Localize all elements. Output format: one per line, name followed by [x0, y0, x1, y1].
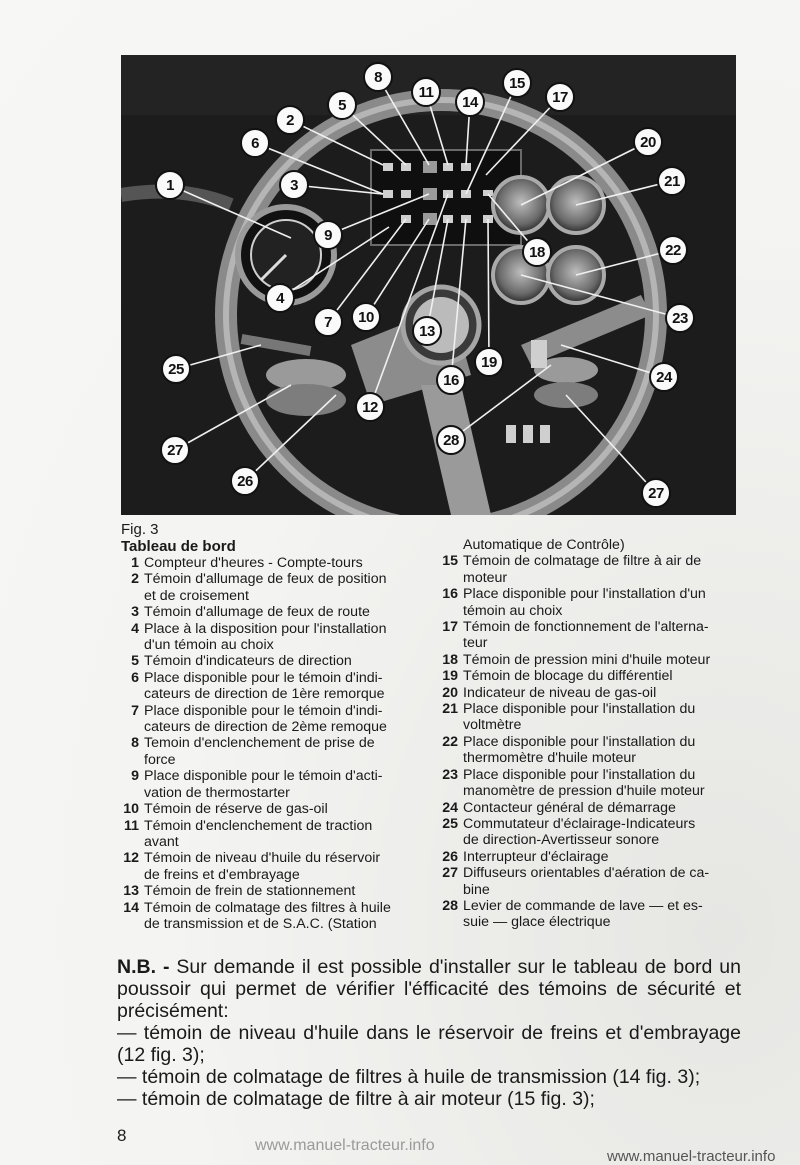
legend-text: Témoin d'allumage de feux de position: [144, 571, 387, 588]
legend-text: Place disponible pour l'installation du: [463, 701, 696, 718]
legend-number: 10: [123, 801, 139, 818]
legend-number: 13: [123, 883, 139, 900]
legend-item: [121, 604, 451, 620]
legend-continuation: Automatique de Contrôle): [463, 537, 625, 553]
callout-marker: 22: [658, 235, 688, 265]
legend-item: [121, 670, 451, 686]
legend-number: 22: [442, 733, 458, 750]
legend-item: [440, 767, 770, 783]
legend-text-continued: de direction-Avertisseur sonore: [463, 832, 660, 849]
callout-marker: 16: [436, 365, 466, 395]
legend-item: [121, 818, 451, 834]
callout-marker: 13: [412, 316, 442, 346]
legend-number: 12: [123, 850, 139, 867]
legend-item: [121, 571, 451, 587]
legend-text: Place disponible pour le témoin d'indi-: [144, 702, 383, 719]
legend-item: [440, 586, 770, 602]
legend-item: [121, 801, 451, 817]
legend-text-continued: d'un témoin au choix: [144, 637, 274, 654]
legend-number: 5: [131, 653, 139, 670]
callout-marker: 27: [641, 478, 671, 508]
legend-text: Témoin de blocage du différentiel: [463, 668, 673, 685]
legend-item: [121, 555, 451, 571]
legend-text: Témoin d'allumage de feux de route: [144, 604, 370, 621]
legend-item: [121, 850, 451, 866]
figure-label: Fig. 3: [121, 521, 159, 538]
legend-item: [121, 621, 451, 637]
legend-text: Place disponible pour l'installation du: [463, 733, 696, 750]
legend-text: Témoin de colmatage de filtre à air de: [463, 553, 702, 570]
legend-text-continued: moteur: [463, 569, 508, 586]
legend-number: 17: [442, 619, 458, 636]
legend-text: Place à la disposition pour l'installation: [144, 620, 387, 637]
note-item: — témoin de colmatage de filtres à huile de transmission (14 fig. 3);: [117, 1066, 701, 1088]
legend-number: 7: [131, 702, 139, 719]
callout-marker: 18: [522, 237, 552, 267]
legend-item: [121, 735, 451, 751]
callout-marker: 5: [327, 90, 357, 120]
legend-number: 18: [442, 651, 458, 668]
callout-marker: 15: [502, 68, 532, 98]
legend-item: [440, 668, 770, 684]
callout-marker: 25: [161, 354, 191, 384]
legend-item: [440, 898, 770, 914]
callout-marker: 10: [351, 302, 381, 332]
watermark-right: www.manuel-tracteur.info: [607, 1148, 776, 1165]
note-intro: Sur demande il est possible d'installer sur le tableau de bord un poussoir qui permet de vérifier l'éfficacité des témoins de sécurité et précisément:: [117, 956, 742, 1022]
dashboard-illustration: [121, 55, 736, 515]
watermark-center: www.manuel-tracteur.info: [255, 1137, 435, 1154]
legend-text-continued: témoin au choix: [463, 602, 563, 619]
callout-marker: 8: [363, 62, 393, 92]
callout-marker: 9: [313, 220, 343, 250]
legend-number: 27: [442, 865, 458, 882]
legend-item: [440, 816, 770, 832]
legend-text: Commutateur d'éclairage-Indicateurs: [463, 815, 696, 832]
legend-number: 23: [442, 766, 458, 783]
note-item: — témoin de colmatage de filtre à air moteur (15 fig. 3);: [117, 1088, 595, 1110]
legend-item: [440, 701, 770, 717]
dashboard-photo: [121, 55, 736, 515]
legend-item: [121, 703, 451, 719]
legend-number: 8: [131, 735, 139, 752]
legend-text-continued: suie — glace électrique: [463, 914, 611, 931]
callout-marker: 17: [545, 82, 575, 112]
legend-text-continued: cateurs de direction de 1ère remorque: [144, 686, 385, 703]
callout-marker: 23: [665, 303, 695, 333]
legend-text: Place disponible pour l'installation du: [463, 766, 696, 783]
callout-marker: 6: [240, 128, 270, 158]
legend-text-continued: vation de thermostarter: [144, 784, 290, 801]
legend-item: [440, 553, 770, 569]
legend-item: [440, 865, 770, 881]
legend-text: Témoin de colmatage des filtres à huile: [144, 899, 391, 916]
legend-item: [440, 800, 770, 816]
legend-text-continued: teur: [463, 635, 488, 652]
figure-title: Tableau de bord: [121, 538, 236, 555]
legend-text: Contacteur général de démarrage: [463, 799, 676, 816]
callout-marker: 27: [160, 435, 190, 465]
legend-text-continued: de freins et d'embrayage: [144, 866, 300, 883]
legend-item: [440, 619, 770, 635]
legend-number: 14: [123, 899, 139, 916]
legend-text-continued: cateurs de direction de 2ème remoque: [144, 719, 387, 736]
legend-text: Interrupteur d'éclairage: [463, 848, 609, 865]
legend-number: 16: [442, 586, 458, 603]
legend-item: [440, 685, 770, 701]
legend-text: Temoin d'enclenchement de prise de: [144, 735, 375, 752]
legend-item: [440, 734, 770, 750]
legend-text: Témoin de réserve de gas-oil: [144, 801, 328, 818]
callout-marker: 1: [155, 170, 185, 200]
note-block: [117, 956, 741, 1110]
legend-item: [121, 653, 451, 669]
callout-marker: 14: [455, 87, 485, 117]
callout-marker: 11: [411, 77, 441, 107]
page-number: 8: [117, 1126, 127, 1145]
legend-number: 4: [131, 620, 139, 637]
legend-number: 19: [442, 668, 458, 685]
legend-text-continued: de transmission et de S.A.C. (Station: [144, 915, 377, 932]
legend-text: Levier de commande de lave — et es-: [463, 897, 703, 914]
legend-number: 6: [131, 669, 139, 686]
legend-text: Témoin de niveau d'huile du réservoir: [144, 850, 381, 867]
legend-number: 24: [442, 799, 458, 816]
legend-number: 25: [442, 815, 458, 832]
legend-text-continued: voltmètre: [463, 717, 522, 734]
legend-text: Indicateur de niveau de gas-oil: [463, 684, 657, 701]
legend-text-continued: bine: [463, 881, 490, 898]
legend-number: 9: [131, 768, 139, 785]
legend-number: 3: [131, 604, 139, 621]
legend-text: Témoin de fonctionnement de l'alterna-: [463, 619, 709, 636]
legend-text: Place disponible pour le témoin d'indi-: [144, 669, 383, 686]
callout-marker: 20: [633, 127, 663, 157]
legend-number: 20: [442, 684, 458, 701]
note-item: — témoin de niveau d'huile dans le réservoir de freins et d'embrayage (12 fig. 3);: [117, 1022, 741, 1066]
legend-text: Témoin d'enclenchement de traction: [144, 817, 373, 834]
legend-text: Témoin d'indicateurs de direction: [144, 653, 352, 670]
legend-item: [121, 900, 451, 916]
callout-marker: 26: [230, 466, 260, 496]
legend-number: 21: [442, 701, 458, 718]
callout-marker: 3: [279, 170, 309, 200]
legend-text-continued: et de croisement: [144, 587, 249, 604]
legend-item: [121, 883, 451, 899]
callout-marker: 7: [313, 307, 343, 337]
legend-number: 15: [442, 553, 458, 570]
callout-marker: 2: [275, 105, 305, 135]
callout-marker: 12: [355, 392, 385, 422]
legend-item: [440, 652, 770, 668]
legend-item: [440, 849, 770, 865]
legend-text: Compteur d'heures - Compte-tours: [144, 555, 363, 571]
legend-text: Place disponible pour le témoin d'acti-: [144, 768, 383, 785]
callout-marker: 19: [474, 347, 504, 377]
legend-number: 2: [131, 571, 139, 588]
legend-number: 11: [124, 817, 139, 834]
legend-text-continued: avant: [144, 833, 179, 850]
legend-text: Place disponible pour l'installation d'un: [463, 586, 706, 603]
legend-text-continued: thermomètre d'huile moteur: [463, 750, 637, 767]
legend-left-column: [121, 555, 451, 932]
callout-marker: 28: [436, 425, 466, 455]
legend-right-column: [440, 537, 770, 931]
legend-item: [121, 768, 451, 784]
legend-text: Diffuseurs orientables d'aération de ca-: [463, 865, 710, 882]
legend-text-continued: force: [144, 751, 176, 768]
legend-number: 1: [131, 555, 139, 571]
callout-marker: 24: [649, 362, 679, 392]
callout-marker: 4: [265, 283, 295, 313]
legend-number: 28: [442, 897, 458, 914]
legend-text: Témoin de frein de stationnement: [144, 883, 356, 900]
callout-marker: 21: [657, 166, 687, 196]
legend-text-continued: manomètre de pression d'huile moteur: [463, 783, 705, 800]
note-label: N.B. -: [117, 956, 170, 978]
legend-text: Témoin de pression mini d'huile moteur: [463, 651, 711, 668]
legend-number: 26: [442, 848, 458, 865]
